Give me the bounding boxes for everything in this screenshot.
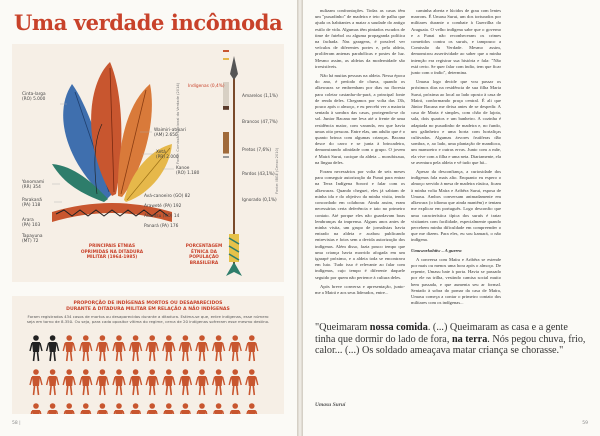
body-paragraph: Apesar da desconfiança, a curiosidade dos indígenas fala mais alto. Enquanto eu espero o almoço servido à mesa de madeira rústica, ficam à minha volta Maíra e Aribêra Surui, esposa de Umasu. Ambos conversam animadamente em alkewara (o idioma que ainda mantêm) e tentam me explicar em português. Logo desconfio que uma característica típica dos suruís é tratar visitantes com facilidade, especialmente quando percebem minha dificuldade em compreender o que me dizem. Para eles, eu sou kamará, o não indígena.: [411, 169, 501, 243]
pct-label-ignorado: Ignorado (0,1%): [242, 198, 277, 203]
pct-bar-pardos: [223, 132, 229, 154]
right-page: [303, 0, 600, 436]
quote-author: Umasu Suruí: [315, 402, 346, 408]
person-figure: [146, 403, 158, 414]
label-ava-canoeiro: Avá-canoeiro (GO) 82: [144, 194, 191, 199]
person-figure: [229, 369, 241, 395]
pct-bar-pretos: [223, 106, 229, 110]
infographic-panel: [12, 44, 284, 282]
person-figure: [163, 403, 175, 414]
person-figure: [63, 335, 75, 361]
source-note-cnv: Fonte: Comissão Nacional da Verdade (2014): [176, 82, 180, 164]
person-figure: [96, 335, 108, 361]
label-arara: Arara (PA) 103: [22, 218, 41, 228]
label-parakana: Parakanã (PA) 118: [22, 198, 42, 208]
person-figure: [80, 335, 92, 361]
person-figure: [113, 403, 125, 414]
pct-label-indigenas: Indígenas (0,4%): [188, 84, 225, 89]
page-number-right: 59: [582, 421, 588, 426]
body-paragraph: Não há muitas pessoas na aldeia. Nessa época do ano, é período de chuva, quando os alkewaras se embrenham por dias na floresta para coletar castanha-do-pará, a principal fonte de renda deles. Chegamos por volta das 13h, pouco após o almoço, e eu percebi ver a maioria sentada à sombra das casas, protegendo-se do sol. Junior Bacana me leva até a frente de uma residência maior, com varanda, em que havia umas oito pessoas. Entre elas, um adulto que é o quanto brinca com algumas crianças. Bacana desce do carro e se junta à brincadeira, demonstrando afinidade com o grupo. O jovem é Mairá Surui, cacique da aldeia – morubixaua, na língua deles.: [315, 73, 405, 165]
pct-label-pretos: Pretos (7,6%): [242, 148, 272, 153]
person-figure: [163, 335, 175, 361]
page-title: Uma verdade incômoda: [14, 10, 283, 35]
mortality-title: PROPORÇÃO DE INDÍGENAS MORTOS OU DESAPARECIDOS DURANTE A DITADURA MILITAR EM RELAÇÃO A NÃO INDÍGENAS: [66, 301, 230, 312]
person-figure: [213, 403, 225, 414]
person-figure: [246, 403, 258, 414]
person-figure: [96, 369, 108, 395]
label-tapayuna: Tapayuna (MT) 72: [22, 234, 43, 244]
person-figure: [30, 369, 42, 395]
pull-quote: "Queimaram nossa comida. (...) Queimaram as casa e a gente tinha que dormir do lado de fora, na terra. Nós pegou chuva, frio, calor... (...) Os soldado ameaçava matar criança se chorasse.": [315, 322, 586, 357]
person-figure: [213, 335, 225, 361]
person-figure: [179, 403, 191, 414]
person-figure: [113, 335, 125, 361]
label-yanomami: Yanomami (RR) 354: [22, 180, 45, 190]
ethnic-percentage-bars: [223, 50, 229, 158]
pct-label-brancos: Brancos (47,7%): [242, 120, 278, 125]
pct-bar-amarelos: [223, 58, 229, 60]
person-figure: [47, 403, 59, 414]
person-figure: [229, 403, 241, 414]
body-paragraph: nulizam confrontações. Todas as casas têm um "puxadinho" de madeira e teto de palha que ajuda os habitantes a matar a saudade do antigo estilo de vida. Algumas têm pintados escudos de time de futebol ou alguma propaganda política na fachada. Nas garagens, é possível ver veículos de diferentes portes e, pela aldeia, proliferam antenas parabólicas e postes de luz. Mesmo assim, as aldeias da modernidade são irresistíveis.: [315, 8, 405, 69]
body-paragraph: Umasu logo decide que vou passar os próximos dias na residência de sua filha Maria Surui, próxima ao local ao lado oposto à casa de Mairá, conformando praça central. É ali que Júnior Bacana me deixa antes de se despedir. A casa de Maria é simples, com chão de lajota, sala, dois quartos e um banheiro. A cozinha é adaptada no puxadinho de madeira e, no fundo, um galinheiro e uma horta com hortaliças cultivadas. Algumas árvores frutíferas dão sombra, e, ao lado, uma plantação de mandioca, um mamoeiro e outras ervas. Junto com a mãe, ela vive com a filha e uma neta. Diariamente, ela se aventura pela aldeia e vê tudo que há...: [411, 79, 501, 165]
person-figure: [213, 369, 225, 395]
person-figure: [30, 335, 42, 361]
population-percentage-caption: PORCENTAGEM ÉTNICA DA POPULAÇÃO BRASILEIRA: [185, 244, 223, 266]
section-subheading: Umuworkohtiw – A guerra: [411, 247, 462, 253]
person-figure: [146, 369, 158, 395]
label-akuntsu: Akuntsu (RO) 14: [144, 214, 180, 219]
source-note-ibge: Fonte: IBGE (Censo 2010): [275, 147, 279, 194]
body-paragraph: Foram necessários por volta de seis meses para conseguir autorização da Funai para entrar na Terra Indígena Sororó e falar com os alkewaras. Quando cheguei, eles já sabiam de minha ida e do objetivo da minha visita, tendo concordado em colaborar. Ainda assim, eram necessárias certa deferência e tato no primeiro contato. Até porque eles não guardavam boas lembranças da imprensa. Alguns anos antes de minha visita, um grupo de jornalistas havia entrado na aldeia e acabou publicando entrevistas e fotos sem a devida autorização dos indígenas. Além disso, fazia pouco tempo que uma criança havia morrido afogada em um igarapé próximo, e a aldeia toda se encontrava em luto. Tudo isso é relevante ao falar com indígenas, cujo tempo é diferente daquele seguido por quem não pertence à cultura deles.: [315, 169, 405, 280]
person-figure: [30, 403, 42, 414]
label-kanoe: Kanoe (RO) 1.180: [176, 166, 200, 176]
person-figure: [163, 369, 175, 395]
label-panara: Panará (PA) 176: [144, 224, 179, 229]
pct-bar-indígenas: [223, 50, 229, 52]
label-xeta: Xetá (PR) 2.000: [156, 150, 179, 160]
body-paragraph: A conversa com Maíra e Aribêra se estende por mais ou menos uma hora após o almoço. De repente, Umasu bate à porta. Havia se passado por ele na trilha, vestindo camisa social muito bem passada, e que aumenta seu ar formal. Sentado à sobra do pomar da casa de Maíra, Umasu começa a contar o primeiro contato dos militares com os indígenas...: [411, 256, 501, 306]
person-figure: [246, 369, 258, 395]
person-figure: [113, 369, 125, 395]
person-figure: [63, 369, 75, 395]
figure-grid: [12, 296, 284, 414]
person-figure: [47, 335, 59, 361]
person-figure: [80, 369, 92, 395]
person-figure: [196, 369, 208, 395]
person-figure: [146, 335, 158, 361]
person-figure: [229, 335, 241, 361]
person-figure: [130, 335, 142, 361]
body-paragraph: Após breve conversa e apresentação, junto-me a Mairá e aos seus liderados, entre...: [315, 283, 405, 295]
person-figure: [63, 403, 75, 414]
infographic-svg: [12, 44, 284, 282]
person-figure: [246, 335, 258, 361]
mortality-text: Foram registrados 434 casos de mortos ou desaparecidos durante a ditadura. Estima-se que, entre indígenas, esse número seja em torno de 8.350. Ou seja, para cada opositor vítima do regime, cerca de 20 indígenas sofreram esse mesmo destino.: [26, 314, 270, 324]
person-figure: [80, 403, 92, 414]
person-figure: [96, 403, 108, 414]
person-figure: [179, 335, 191, 361]
person-figure: [196, 335, 208, 361]
text-column-1: [315, 8, 405, 299]
person-figure: [47, 369, 59, 395]
pct-label-pardos: Pardos (43,1%): [242, 172, 275, 177]
mortality-panel: [12, 296, 284, 414]
page-number-left: 58 |: [12, 421, 21, 426]
label-arawete: Araweté (PA) 192: [144, 204, 182, 209]
label-cinta-larga: Cinta-larga (RO) 5.000: [22, 92, 46, 102]
person-figure: [130, 369, 142, 395]
left-page: [0, 0, 297, 436]
person-figure: [196, 403, 208, 414]
oppressed-ethnicities-caption: PRINCIPAIS ETNIAS OPRIMIDAS NA DITADURA MILITAR (1964-1985): [80, 244, 144, 260]
body-paragraph: caminha aberta e lúcidos de grau com lentes marrons. É Umasu Surui, um dos torturados por militares durante o combate à Guerrilha do Araguaia. O velho indígena sabe que o governo e a Funai não reconheceram os crimes cometidos contra os suruís, e tampouco a Comissão da Verdade. Mesmo assim, demonstrou assertividade ao saber que a minha intenção era registrar sua história e fala: "Não está certo. Se quer falar com índio, tem que ficar junto com o índio", determina.: [411, 8, 501, 76]
person-figure: [179, 369, 191, 395]
label-waimiri-atroari: Waimiri-atroari (AM) 2.650: [154, 128, 186, 138]
text-column-2: [411, 8, 501, 309]
pct-bar-ignorado: [223, 156, 229, 158]
person-figure: [130, 403, 142, 414]
pct-label-amarelos: Amarelos (1,1%): [242, 94, 278, 99]
